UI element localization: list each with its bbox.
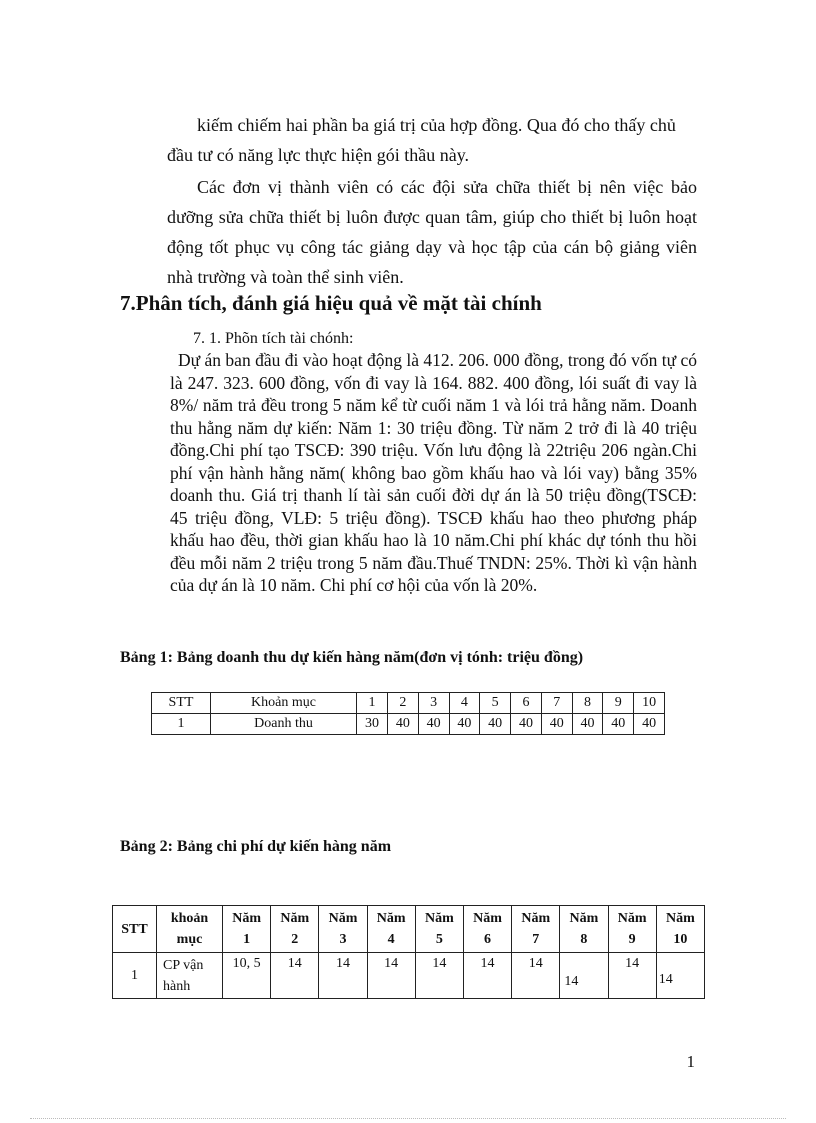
year-number: 3 (339, 932, 347, 947)
page-number: 1 (686, 1052, 695, 1071)
row-item-line2: hành (163, 978, 191, 994)
table-cell-stt: 1 (113, 953, 157, 999)
section-body (170, 349, 697, 597)
table-cell-year (415, 906, 463, 953)
year-number: 6 (484, 932, 492, 947)
table-cell: 3 (418, 693, 449, 714)
year-number: 9 (628, 932, 636, 947)
year-label: Năm (665, 911, 695, 926)
year-label: Năm (521, 911, 551, 926)
year-label: Năm (328, 911, 358, 926)
table-cell: 40 (603, 714, 634, 735)
table-cell-value: 14 (271, 953, 319, 999)
table-cell: 6 (511, 693, 542, 714)
table-cell: 1 (357, 693, 388, 714)
table-cell: 8 (572, 693, 603, 714)
table-cell-year (271, 906, 319, 953)
table-cell: 5 (480, 693, 511, 714)
table-cell: 40 (388, 714, 419, 735)
table-cell-value: 14 (463, 953, 511, 999)
table2-caption: Bảng 2: Bảng chi phí dự kiến hàng năm (120, 838, 392, 855)
footer-divider (30, 1118, 786, 1119)
table-cell-year (656, 906, 704, 953)
intro-paragraph-1 (167, 110, 697, 170)
year-number: 4 (387, 932, 395, 947)
year-label: Năm (569, 911, 599, 926)
year-number: 1 (243, 932, 251, 947)
table-cell-year (223, 906, 271, 953)
year-number: 7 (532, 932, 540, 947)
table-cell: 10 (634, 693, 665, 714)
revenue-table (151, 692, 665, 735)
table-cell-value: 14 (319, 953, 367, 999)
table-cell: 40 (511, 714, 542, 735)
header-item-line2: mục (176, 932, 203, 947)
year-label: Năm (617, 911, 647, 926)
table-cell: 2 (388, 693, 419, 714)
table-row (113, 953, 705, 999)
table-header-row (113, 906, 705, 953)
table-cell-value: 14 (560, 953, 608, 999)
table-cell-year (367, 906, 415, 953)
year-number: 10 (673, 932, 688, 947)
table-cell: Doanh thu (211, 714, 357, 735)
section-heading: 7.Phân tích, đánh giá hiệu quả về mặt tài chính (120, 291, 542, 315)
table-cell: 30 (357, 714, 388, 735)
table-cell: 7 (541, 693, 572, 714)
table-row (152, 714, 665, 735)
table-cell: 40 (572, 714, 603, 735)
table-cell: 40 (449, 714, 480, 735)
table1-caption: Bảng 1: Bảng doanh thu dự kiến hàng năm(đơn vị tónh: triệu đồng) (120, 649, 584, 666)
year-label: Năm (376, 911, 406, 926)
intro-p1-line1: kiếm chiếm hai phần ba giá trị của hợp đồng. Qua đó cho thấy chủ (197, 115, 676, 135)
table-cell: Khoản mục (211, 693, 357, 714)
year-label: Năm (473, 911, 502, 926)
table-header-row (152, 693, 665, 714)
table-cell-year (319, 906, 367, 953)
intro-p2-text: Các đơn vị thành viên có các đội sửa chữa thiết bị nên việc bảo dưỡng sửa chữa thiết bị luôn được quan tâm, giúp cho thiết bị luôn hoạt động tốt phục vụ công tác giảng dạy và học tập của cán bộ giảng viên nhà trường và toàn thể sinh viên. (167, 177, 697, 287)
table-cell: 40 (480, 714, 511, 735)
year-label: Năm (232, 911, 261, 926)
table-cell-value: 14 (512, 953, 560, 999)
row-item-line1: CP vận (163, 957, 204, 973)
table-cell-value: 14 (608, 953, 656, 999)
table-cell-value: 14 (367, 953, 415, 999)
cost-table (112, 905, 705, 999)
section-body-text: Dự án ban đầu đi vào hoạt động là 412. 206. 000 đồng, trong đó vốn tự có là 247. 323. 600 đồng, vốn đi vay là 164. 882. 400 đồng, lói suất đi vay là 8%/ năm trả đều trong 5 năm kể từ cuối năm 1 và lói trả hằng năm. Doanh thu hằng năm dự kiến: Năm 1: 30 triệu đồng. Từ năm 2 trở đi là 40 triệu đồng.Chi phí tạo TSCĐ: 390 triệu. Vốn lưu động là 22triệu 206 ngàn.Chi phí vận hành hằng năm( không bao gồm khấu hao và lói vay) bằng 35% doanh thu. Giá trị thanh lí tài sản cuối đời dự án là 50 triệu đồng(TSCĐ: 45 triệu đồng, VLĐ: 5 triệu đồng). TSCĐ khấu hao theo phương pháp khấu hao đều, thời gian khấu hao là 10 năm.Chi phí khác dự tónh thu hồi đều mỗi năm 2 triệu trong 5 năm đầu.Thuế TNDN: 25%. Thời kì vận hành của dự án là 10 năm. Chi phí cơ hội của vốn là 20%. (170, 350, 697, 595)
year-number: 2 (291, 932, 299, 947)
intro-p1-line2: đầu tư có năng lực thực hiện gói thầu này. (167, 145, 470, 165)
year-label: Năm (424, 911, 454, 926)
table-cell: STT (152, 693, 211, 714)
section-subheading: 7. 1. Phõn tích tài chónh: (193, 330, 354, 347)
intro-paragraph-2 (167, 172, 697, 292)
table-cell-stt: STT (113, 906, 157, 953)
table-cell: 40 (634, 714, 665, 735)
year-label: Năm (280, 911, 310, 926)
table-cell-value: 14 (415, 953, 463, 999)
table-cell: 40 (541, 714, 572, 735)
table-cell-year (512, 906, 560, 953)
header-item-line1: khoản (170, 911, 209, 926)
table-cell: 1 (152, 714, 211, 735)
year-number: 5 (435, 932, 443, 947)
table-cell-year (608, 906, 656, 953)
table-cell: 4 (449, 693, 480, 714)
table-cell-value: 14 (656, 953, 704, 999)
table-cell-year (560, 906, 608, 953)
table-cell-value: 10, 5 (223, 953, 271, 999)
table-cell-year (463, 906, 511, 953)
table-cell-item (157, 953, 223, 999)
table-cell: 9 (603, 693, 634, 714)
table-cell-item (157, 906, 223, 953)
table-cell: 40 (418, 714, 449, 735)
year-number: 8 (580, 932, 588, 947)
